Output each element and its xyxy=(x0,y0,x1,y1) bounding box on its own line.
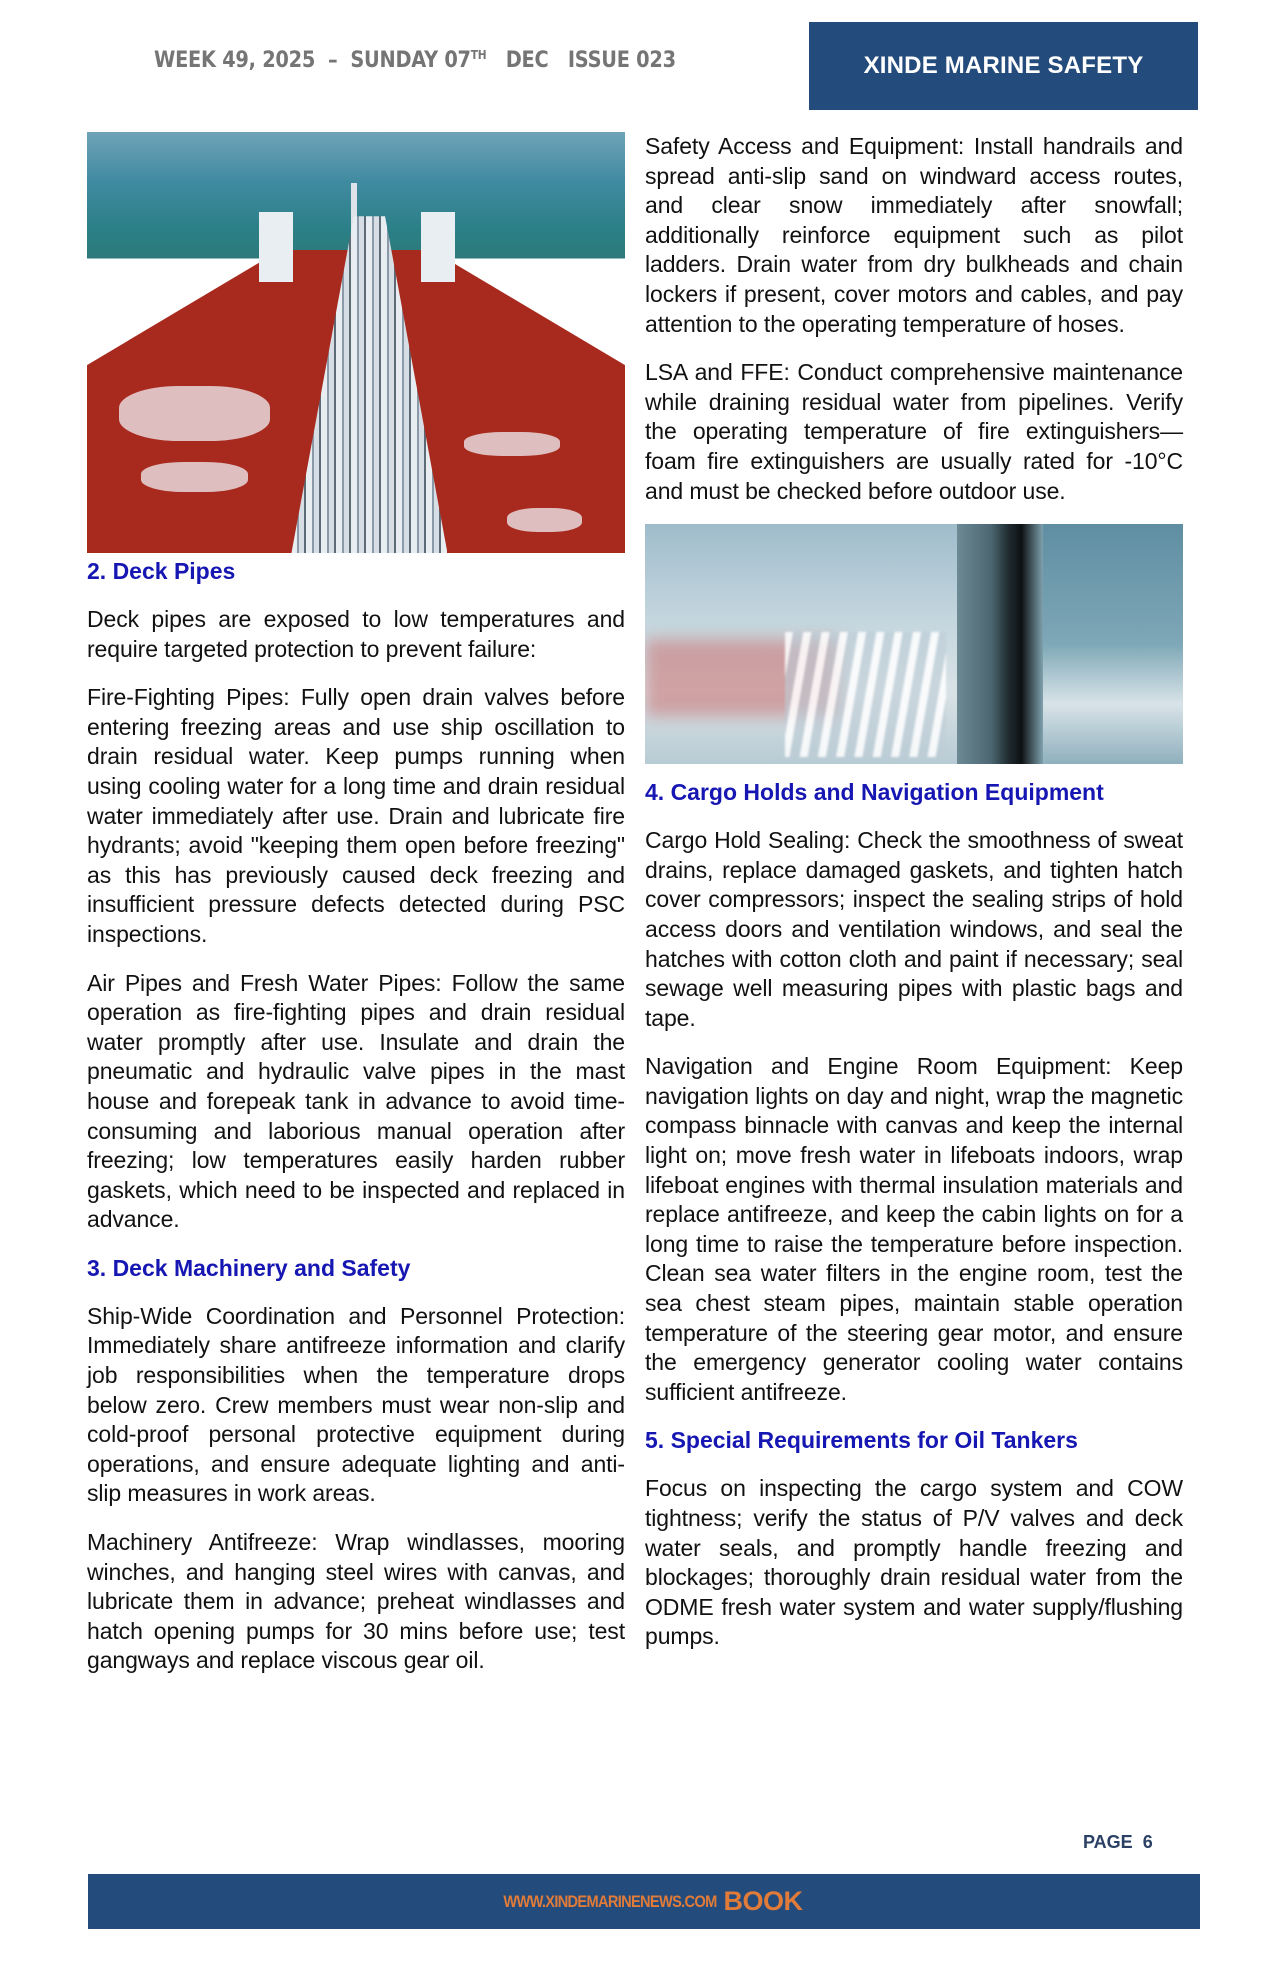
photo-frosted-rails xyxy=(785,632,946,757)
photo-snow-patch xyxy=(119,386,270,441)
photo-outer-view xyxy=(1043,524,1183,764)
section-heading-deck-pipes: 2. Deck Pipes xyxy=(87,558,236,584)
tanker-deck-photo xyxy=(87,132,625,553)
week-label: WEEK 49, 2025 xyxy=(154,48,316,73)
photo-snow-patch xyxy=(507,508,582,532)
photo-deckhouse xyxy=(421,212,455,282)
air-fresh-water-pipes-paragraph: Air Pipes and Fresh Water Pipes: Follow the same operation as fire-fighting pipes and drain residual water promptly after use. Insulate and drain the pneumatic and hydraulic valve pipes in the mast house and forepeak tank in advance to avoid time-consuming and laborious manual operation after freezing; low temperatures easily harden rubber gaskets, which need to be inspected and replaced in advance. xyxy=(87,969,625,1233)
right-column xyxy=(645,132,1183,1652)
frosted-window-photo xyxy=(645,524,1183,764)
left-column xyxy=(87,132,625,1676)
dash-separator: – xyxy=(327,48,338,73)
day-suffix: TH xyxy=(470,48,487,62)
page-number-value: 6 xyxy=(1142,1832,1153,1852)
navigation-engine-room-paragraph: Navigation and Engine Room Equipment: Keep navigation lights on day and night, wrap the magnetic compass binnacle with canvas and keep the internal light on; move fresh water in lifeboats indoors, wrap lifeboat engines with thermal insulation materials and replace antifreeze, and keep the cabin lights on for a long time to raise the temperature before inspection. Clean sea water filters in the engine room, test the sea chest steam pipes, maintain stable operation temperature of the steering gear motor, and ensure the emergency generator cooling water contains sufficient antifreeze. xyxy=(645,1053,1183,1405)
masthead-date-line xyxy=(154,48,676,73)
oil-tankers-paragraph: Focus on inspecting the cargo system and COW tightness; verify the status of P/V valves and deck water seals, and promptly handle freezing and blockages; thoroughly drain residual water from the ODME fresh water system and water supply/flushing pumps. xyxy=(645,1475,1183,1650)
photo-deckhouse xyxy=(259,212,293,282)
brand-title: XINDE MARINE SAFETY xyxy=(863,52,1144,79)
footer-website-link[interactable]: WWW.XINDEMARINENEWS.COM xyxy=(502,1891,717,1911)
page-number xyxy=(1083,1832,1153,1853)
section-heading-oil-tankers: 5. Special Requirements for Oil Tankers xyxy=(645,1427,1078,1454)
brand-banner xyxy=(809,22,1198,110)
cargo-hold-sealing-paragraph: Cargo Hold Sealing: Check the smoothness of sweat drains, replace damaged gaskets, and tighten hatch cover compressors; inspect the sealing strips of hold access doors and ventilation windows, and seal the hatches with cotton cloth and paint if necessary; seal sewage well measuring pipes with plastic bags and tape. xyxy=(645,827,1183,1031)
photo-snow-patch xyxy=(464,432,561,456)
page-label-text: PAGE xyxy=(1083,1832,1133,1852)
lsa-ffe-paragraph: LSA and FFE: Conduct comprehensive maintenance while draining residual water from pipelines. Verify the operating temperature of fire extinguishers—foam fire extinguishers are usually rated for -10°C and must be checked before outdoor use. xyxy=(645,359,1183,504)
safety-access-paragraph: Safety Access and Equipment: Install handrails and spread anti-slip sand on windward access routes, and clear snow immediately after snowfall; additionally reinforce equipment such as pilot ladders. Drain water from dry bulkheads and chain lockers if present, cover motors and cables, and pay attention to the operating temperature of hoses. xyxy=(645,133,1183,337)
photo-window-frame xyxy=(957,524,1043,764)
fire-fighting-pipes-paragraph: Fire-Fighting Pipes: Fully open drain valves before entering freezing areas and use ship oscillation to drain residual water. Keep pumps running when using cooling water for a long time and drain residual water immediately after use. Drain and lubricate fire hydrants; avoid "keeping them open before freezing" as this has previously caused deck freezing and insufficient pressure defects detected during PSC inspections. xyxy=(87,684,625,947)
issue-label: ISSUE 023 xyxy=(567,48,676,73)
photo-snow-patch xyxy=(141,462,249,492)
machinery-antifreeze-paragraph: Machinery Antifreeze: Wrap windlasses, mooring winches, and hanging steel wires with canvas, and lubricate them in advance; preheat windlasses and hatch opening pumps for 30 mins before use; test gangways and replace viscous gear oil. xyxy=(87,1529,625,1674)
section-heading-deck-machinery: 3. Deck Machinery and Safety xyxy=(87,1254,411,1281)
footer-banner xyxy=(88,1874,1200,1929)
deck-pipes-intro: Deck pipes are exposed to low temperatures and require targeted protection to prevent failure: xyxy=(87,606,625,662)
section-heading-cargo-holds: 4. Cargo Holds and Navigation Equipment xyxy=(645,779,1104,806)
footer-book-label: BOOK xyxy=(723,1886,803,1916)
month-label: DEC xyxy=(505,48,549,73)
ship-wide-coordination-paragraph: Ship-Wide Coordination and Personnel Protection: Immediately share antifreeze information and clarify job responsibilities when the temperature drops below zero. Crew members must wear non-slip and cold-proof personal protective equipment during operations, and ensure adequate lighting and anti-slip measures in work areas. xyxy=(87,1302,625,1507)
day-label: SUNDAY 07 xyxy=(350,48,471,73)
